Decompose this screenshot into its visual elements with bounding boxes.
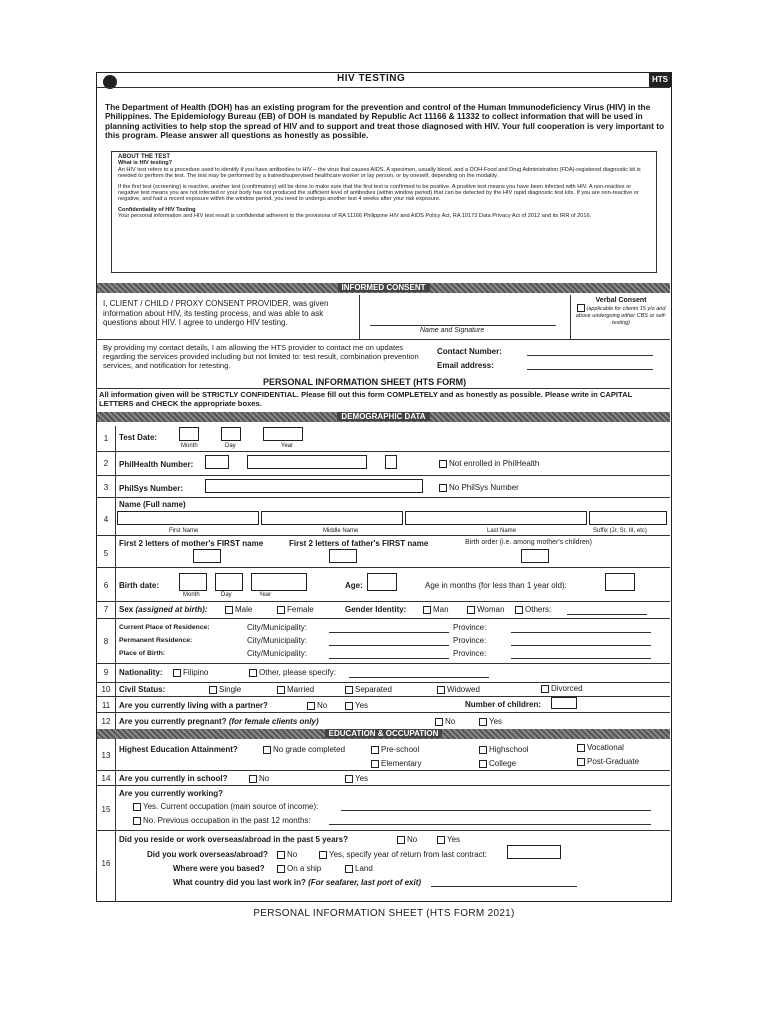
demographic-data-bar: [97, 412, 670, 422]
partner-yes-label: Yes: [355, 701, 369, 710]
permanent-province-label: Province:: [453, 636, 487, 645]
full-name-label: Name (Full name): [119, 500, 186, 509]
sheet-divider: [97, 388, 670, 389]
philsys-number-field[interactable]: [205, 479, 423, 493]
sheet-title: PERSONAL INFORMATION SHEET (HTS FORM): [263, 377, 467, 387]
work-abroad-yes-option[interactable]: [319, 850, 487, 859]
education-occupation-bar: [97, 729, 670, 739]
work-abroad-yes-label: Yes, specify year of return from last contract:: [329, 850, 487, 859]
edu-highschool-label: Highschool: [489, 745, 529, 754]
based-ship-checkbox[interactable]: [277, 865, 285, 873]
work-abroad-yes-checkbox[interactable]: [319, 851, 327, 859]
gender-identity-label: Gender Identity:: [345, 605, 407, 614]
overseas-label: Did you reside or work overseas/abroad in the past 5 years?: [119, 835, 348, 844]
birth-order-field[interactable]: [521, 549, 549, 563]
nationality-label: Nationality:: [119, 668, 163, 677]
form-header-title: HIV TESTING: [337, 73, 406, 84]
gender-woman-label: Woman: [477, 605, 505, 614]
sex-female-label: Female: [287, 605, 314, 614]
age-in-months-label: Age in months (for less than 1 year old):: [425, 581, 567, 590]
civil-separated-label: Separated: [355, 685, 392, 694]
middle-name-caption: Middle Name: [323, 528, 359, 534]
verbal-consent-checkbox[interactable]: [577, 304, 585, 312]
first-name-caption: First Name: [169, 528, 199, 534]
contact-consent-text: By providing my contact details, I am allowing the HTS provider to contact me on updates regarding the services provided including but not limited to: test result, combination prevention services, and notification for retesting.: [103, 343, 419, 370]
edu-postgrad-label: Post-Graduate: [587, 757, 640, 766]
philhealth-label: PhilHealth Number:: [119, 460, 194, 469]
edu-none-option[interactable]: [263, 745, 345, 754]
gender-man-option[interactable]: [423, 605, 449, 614]
previous-occupation-field[interactable]: [329, 824, 651, 825]
test-date-month-caption: Month: [181, 443, 198, 449]
no-philsys-checkbox[interactable]: [439, 484, 447, 492]
nationality-filipino-label: Filipino: [183, 668, 209, 677]
overseas-yes-label: Yes: [447, 835, 461, 844]
birth-order-label: Birth order (i.e. among mother's children): [465, 539, 592, 546]
row-12-number: 12: [101, 717, 111, 726]
based-land-option[interactable]: [345, 864, 373, 873]
edu-vocational-label: Vocational: [587, 743, 624, 752]
partner-no-option[interactable]: [307, 701, 327, 710]
pregnant-no-option[interactable]: [435, 717, 455, 726]
edu-vocational-checkbox[interactable]: [577, 744, 585, 752]
based-land-label: Land: [355, 864, 373, 873]
last-country-label: [173, 878, 421, 887]
overseas-yes-checkbox[interactable]: [437, 836, 445, 844]
overseas-no-option[interactable]: [397, 835, 417, 844]
row-divider: [97, 682, 670, 683]
edu-elementary-label: Elementary: [381, 759, 422, 768]
row-13-number: 13: [101, 751, 111, 760]
row-divider: [97, 696, 670, 697]
return-year-field[interactable]: [507, 845, 561, 859]
age-label: Age:: [345, 581, 363, 590]
current-occupation-field[interactable]: [341, 810, 651, 811]
number-of-children-field[interactable]: [551, 697, 577, 709]
row-divider: [97, 663, 670, 664]
row-divider: [97, 712, 670, 713]
mother-initials-label: First 2 letters of mother's FIRST name: [119, 539, 264, 548]
philhealth-not-enrolled-label: Not enrolled in PhilHealth: [449, 459, 540, 468]
gender-others-option[interactable]: [515, 605, 551, 614]
age-field[interactable]: [367, 573, 397, 591]
civil-single-checkbox[interactable]: [209, 686, 217, 694]
partner-no-checkbox[interactable]: [307, 702, 315, 710]
civil-single-option[interactable]: [209, 685, 241, 694]
working-no-checkbox[interactable]: [133, 817, 141, 825]
civil-divorced-label: Divorced: [551, 684, 583, 693]
contact-number-field[interactable]: [527, 355, 653, 356]
working-no-label: No. Previous occupation in the past 12 months:: [143, 816, 311, 825]
school-no-checkbox[interactable]: [249, 775, 257, 783]
working-no-option[interactable]: [133, 816, 311, 825]
based-ship-option[interactable]: [277, 864, 321, 873]
birth-date-day[interactable]: [215, 573, 243, 591]
age-in-months-field[interactable]: [605, 573, 635, 591]
row-divider: [97, 618, 670, 619]
first-name-field[interactable]: [117, 511, 259, 525]
civil-married-label: Married: [287, 685, 315, 694]
father-initials-field[interactable]: [329, 549, 357, 563]
partner-no-label: No: [317, 701, 328, 710]
row-8-number: 8: [103, 637, 109, 646]
test-date-year-caption: Year: [281, 443, 294, 449]
permanent-city-field[interactable]: [329, 645, 449, 646]
based-where-label: Where were you based?: [173, 864, 265, 873]
philhealth-not-enrolled-checkbox[interactable]: [439, 460, 447, 468]
birth-date-year[interactable]: [251, 573, 307, 591]
suffix-caption: Suffix (Jr, Sr, III, etc): [593, 528, 647, 534]
row-divider: [97, 601, 670, 602]
work-abroad-no-option[interactable]: [277, 850, 297, 859]
school-yes-checkbox[interactable]: [345, 775, 353, 783]
birth-city-label: City/Municipality:: [247, 649, 308, 658]
birth-date-day-caption: Day: [221, 592, 232, 598]
number-of-children-label: Number of children:: [465, 700, 542, 709]
place-of-birth-label: Place of Birth:: [119, 650, 166, 657]
philsys-label: PhilSys Number:: [119, 484, 184, 493]
gender-man-checkbox[interactable]: [423, 606, 431, 614]
edu-none-checkbox[interactable]: [263, 746, 271, 754]
work-abroad-no-checkbox[interactable]: [277, 851, 285, 859]
permanent-residence-label: Permanent Residence:: [119, 637, 193, 644]
edu-highschool-checkbox[interactable]: [479, 746, 487, 754]
intro-paragraph: The Department of Health (DOH) has an existing program for the prevention and control of the Human Immunodeficiency Virus (HIV) in the Philippines. The Epidemiology Bureau (EB) of DOH is mandated by Republic Act 11166 & 11332 to collect information that will be used in planning activities to help stop the spread of HIV and to support and treat those diagnosed with HIV. Your full cooperation is very important to this program. Please answer all questions as honestly as possible.: [105, 102, 665, 141]
gender-others-checkbox[interactable]: [515, 606, 523, 614]
gender-others-field[interactable]: [567, 614, 647, 615]
pregnant-yes-checkbox[interactable]: [479, 718, 487, 726]
nationality-other-label: Other, please specify:: [259, 668, 336, 677]
row-16-number: 16: [101, 859, 111, 868]
edu-college-option[interactable]: [479, 759, 516, 768]
philhealth-not-enrolled-option[interactable]: [439, 459, 539, 468]
working-yes-option[interactable]: [133, 802, 318, 811]
about-q1: What is HIV testing?: [118, 160, 173, 167]
based-ship-label: On a ship: [287, 864, 322, 873]
hts-form: [96, 72, 672, 902]
signature-label: Name and Signature: [420, 327, 485, 334]
working-label: Are you currently working?: [119, 789, 224, 798]
edu-preschool-option[interactable]: [371, 745, 419, 754]
email-label: Email address:: [437, 361, 494, 370]
about-heading: ABOUT THE TEST: [118, 154, 170, 160]
about-q2: Confidentiality of HIV Testing: [118, 206, 196, 213]
current-residence-label: Current Place of Residence:: [119, 624, 210, 631]
sex-male-option[interactable]: [225, 605, 252, 614]
row-15-number: 15: [101, 805, 111, 814]
last-name-field[interactable]: [405, 511, 587, 525]
signature-area[interactable]: [359, 295, 571, 339]
row-6-number: 6: [103, 581, 109, 590]
living-with-partner-label: Are you currently living with a partner?: [119, 701, 268, 710]
edu-elementary-checkbox[interactable]: [371, 760, 379, 768]
edu-postgrad-checkbox[interactable]: [577, 758, 585, 766]
test-date-year[interactable]: [263, 427, 303, 441]
last-country-label-text: What country did you last work in?: [173, 878, 306, 887]
current-province-field[interactable]: [511, 632, 651, 633]
pregnant-yes-label: Yes: [489, 717, 503, 726]
hts-badge: HTS: [649, 73, 671, 87]
sex-label-text: Sex: [119, 605, 134, 614]
permanent-city-label: City/Municipality:: [247, 636, 308, 645]
sex-female-option[interactable]: [277, 605, 314, 614]
civil-divorced-checkbox[interactable]: [541, 685, 549, 693]
overseas-yes-option[interactable]: [437, 835, 460, 844]
civil-widowed-label: Widowed: [447, 685, 480, 694]
row-divider: [97, 567, 670, 568]
demographic-data-bar-label: DEMOGRAPHIC DATA: [337, 412, 429, 421]
pregnant-yes-option[interactable]: [479, 717, 502, 726]
edu-none-label: No grade completed: [273, 745, 346, 754]
birth-city-field[interactable]: [329, 658, 449, 659]
about-p1: An HIV test refers to a procedure used to identify if you have antibodies to HIV – the virus that causes AIDS. A specimen, usually blood, and a DOH-Food and Drug Administration (FDA)-registered diagnostic kit is needed to perform the test. The test may be performed by a trained/supervised healthcare worker or lay person, or by oneself, depending on the modality.: [118, 166, 641, 180]
row-3-number: 3: [103, 483, 109, 492]
row-divider: [97, 785, 670, 786]
row-11-number: 11: [101, 701, 111, 710]
form-footer: PERSONAL INFORMATION SHEET (HTS FORM 2021): [253, 908, 515, 919]
last-country-label-note: (For seafarer, last port of exit): [308, 878, 422, 887]
nationality-filipino-option[interactable]: [173, 668, 208, 677]
informed-consent-bar: [97, 283, 670, 293]
civil-married-option[interactable]: [277, 685, 314, 694]
row-divider: [97, 830, 670, 831]
row-14-number: 14: [101, 774, 111, 783]
row-divider: [97, 451, 670, 452]
sex-female-checkbox[interactable]: [277, 606, 285, 614]
pregnant-label-note: (for female clients only): [228, 717, 319, 726]
edu-college-checkbox[interactable]: [479, 760, 487, 768]
gender-woman-option[interactable]: [467, 605, 504, 614]
sex-label-note: (assigned at birth):: [135, 605, 208, 614]
verbal-consent: [573, 297, 669, 326]
overseas-no-checkbox[interactable]: [397, 836, 405, 844]
nationality-filipino-checkbox[interactable]: [173, 669, 181, 677]
consent-section: [97, 295, 670, 340]
row-2-number: 2: [103, 459, 109, 468]
school-no-label: No: [259, 774, 270, 783]
based-land-checkbox[interactable]: [345, 865, 353, 873]
edu-vocational-option[interactable]: [577, 743, 624, 752]
email-field[interactable]: [527, 369, 653, 370]
work-abroad-label: Did you work overseas/abroad?: [147, 850, 268, 859]
suffix-field[interactable]: [589, 511, 667, 525]
education-label: Highest Education Attainment?: [119, 745, 238, 754]
current-city-label: City/Municipality:: [247, 623, 308, 632]
philhealth-part-1[interactable]: [205, 455, 229, 469]
father-initials-label: First 2 letters of father's FIRST name: [289, 539, 429, 548]
gender-man-label: Man: [433, 605, 449, 614]
school-no-option[interactable]: [249, 774, 269, 783]
sex-label: [119, 605, 207, 614]
partner-yes-checkbox[interactable]: [345, 702, 353, 710]
about-the-test-box: [111, 151, 657, 273]
overseas-no-label: No: [407, 835, 418, 844]
edu-preschool-checkbox[interactable]: [371, 746, 379, 754]
current-province-label: Province:: [453, 623, 487, 632]
current-city-field[interactable]: [329, 632, 449, 633]
mother-initials-field[interactable]: [193, 549, 221, 563]
no-philsys-option[interactable]: [439, 483, 519, 492]
working-yes-label: Yes. Current occupation (main source of income):: [143, 802, 319, 811]
sex-male-label: Male: [235, 605, 253, 614]
partner-yes-option[interactable]: [345, 701, 368, 710]
header-divider: [97, 87, 670, 88]
gender-others-label: Others:: [525, 605, 552, 614]
consent-text: I, CLIENT / CHILD / PROXY CONSENT PROVIDER, was given information about HIV, its testing process, and was able to ask questions about HIV. I agree to undergo HIV testing.: [103, 299, 329, 327]
test-date-day[interactable]: [221, 427, 241, 441]
row-divider: [97, 770, 670, 771]
school-yes-label: Yes: [355, 774, 369, 783]
civil-separated-checkbox[interactable]: [345, 686, 353, 694]
test-date-month[interactable]: [179, 427, 199, 441]
test-date-day-caption: Day: [225, 443, 236, 449]
civil-status-label: Civil Status:: [119, 685, 166, 694]
education-occupation-bar-label: EDUCATION & OCCUPATION: [325, 729, 443, 738]
edu-highschool-option[interactable]: [479, 745, 529, 754]
birth-date-month[interactable]: [179, 573, 207, 591]
working-yes-checkbox[interactable]: [133, 803, 141, 811]
work-abroad-no-label: No: [287, 850, 298, 859]
row-divider: [97, 535, 670, 536]
pregnant-no-label: No: [445, 717, 456, 726]
civil-divorced-option[interactable]: [541, 684, 583, 693]
edu-preschool-label: Pre-school: [381, 745, 420, 754]
row-5-number: 5: [103, 549, 109, 558]
pregnant-no-checkbox[interactable]: [435, 718, 443, 726]
confidential-instruction: All information given will be STRICTLY CONFIDENTIAL. Please fill out this form COMPLETELY and as honestly as possible. Please write in CAPITAL LETTERS and CHECK the appropriate boxes.: [99, 390, 633, 408]
birth-province-label: Province:: [453, 649, 487, 658]
pregnant-label: [119, 717, 319, 726]
row-divider: [97, 475, 670, 476]
pregnant-label-text: Are you currently pregnant?: [119, 717, 227, 726]
philhealth-part-3[interactable]: [385, 455, 397, 469]
signature-line: [370, 325, 556, 326]
philhealth-part-2[interactable]: [247, 455, 367, 469]
nationality-other-field[interactable]: [349, 677, 489, 678]
nationality-other-option[interactable]: [249, 668, 336, 677]
sex-male-checkbox[interactable]: [225, 606, 233, 614]
row-4-number: 4: [103, 515, 109, 524]
edu-elementary-option[interactable]: [371, 759, 421, 768]
row-10-number: 10: [101, 685, 111, 694]
no-philsys-label: No PhilSys Number: [449, 483, 519, 492]
school-yes-option[interactable]: [345, 774, 368, 783]
birth-date-label: Birth date:: [119, 581, 159, 590]
test-date-label: Test Date:: [119, 433, 158, 442]
verbal-consent-title: Verbal Consent: [595, 297, 647, 304]
civil-married-checkbox[interactable]: [277, 686, 285, 694]
row-1-number: 1: [103, 434, 109, 443]
civil-single-label: Single: [219, 685, 242, 694]
civil-widowed-checkbox[interactable]: [437, 686, 445, 694]
row-7-number: 7: [103, 605, 109, 614]
last-country-field[interactable]: [431, 886, 577, 887]
permanent-province-field[interactable]: [511, 645, 651, 646]
birth-province-field[interactable]: [511, 658, 651, 659]
informed-consent-bar-label: INFORMED CONSENT: [338, 283, 430, 292]
row-9-number: 9: [103, 668, 109, 677]
gender-woman-checkbox[interactable]: [467, 606, 475, 614]
about-p3: Your personal information and HIV test result is confidential adherent to the provisions of RA 11166 Philippine HIV and AIDS Policy Act, RA 10173 Data Privacy Act of 2012 and its IRR of 2016.: [118, 213, 592, 220]
contact-number-label: Contact Number:: [437, 347, 502, 356]
edu-postgrad-option[interactable]: [577, 757, 639, 766]
birth-date-year-caption: Year: [259, 592, 272, 598]
nationality-other-checkbox[interactable]: [249, 669, 257, 677]
civil-widowed-option[interactable]: [437, 685, 480, 694]
civil-separated-option[interactable]: [345, 685, 392, 694]
last-name-caption: Last Name: [487, 528, 517, 534]
middle-name-field[interactable]: [261, 511, 403, 525]
in-school-label: Are you currently in school?: [119, 774, 228, 783]
edu-college-label: College: [489, 759, 517, 768]
verbal-consent-note: (applicable for clients 15 y/o and above undergoing either CBS or self-testing): [575, 305, 667, 326]
about-p2: If the first test (screening) is reactive, another test (confirmatory) will be done to make sure that the first test is confirmed to be positive. A positive test means you have been infected with HIV. A non-reactive or negative test means you are not infected or your body has not produced the sufficient level of antibodies (within window period) that can be detected by the HIV rapid diagnostic test kits. If you are non-reactive or negative, and had a recent exposure within the window period, you need to undergo another test 4 weeks after your risk exposure.: [118, 183, 639, 203]
birth-date-month-caption: Month: [183, 592, 200, 598]
row-divider: [97, 497, 670, 498]
